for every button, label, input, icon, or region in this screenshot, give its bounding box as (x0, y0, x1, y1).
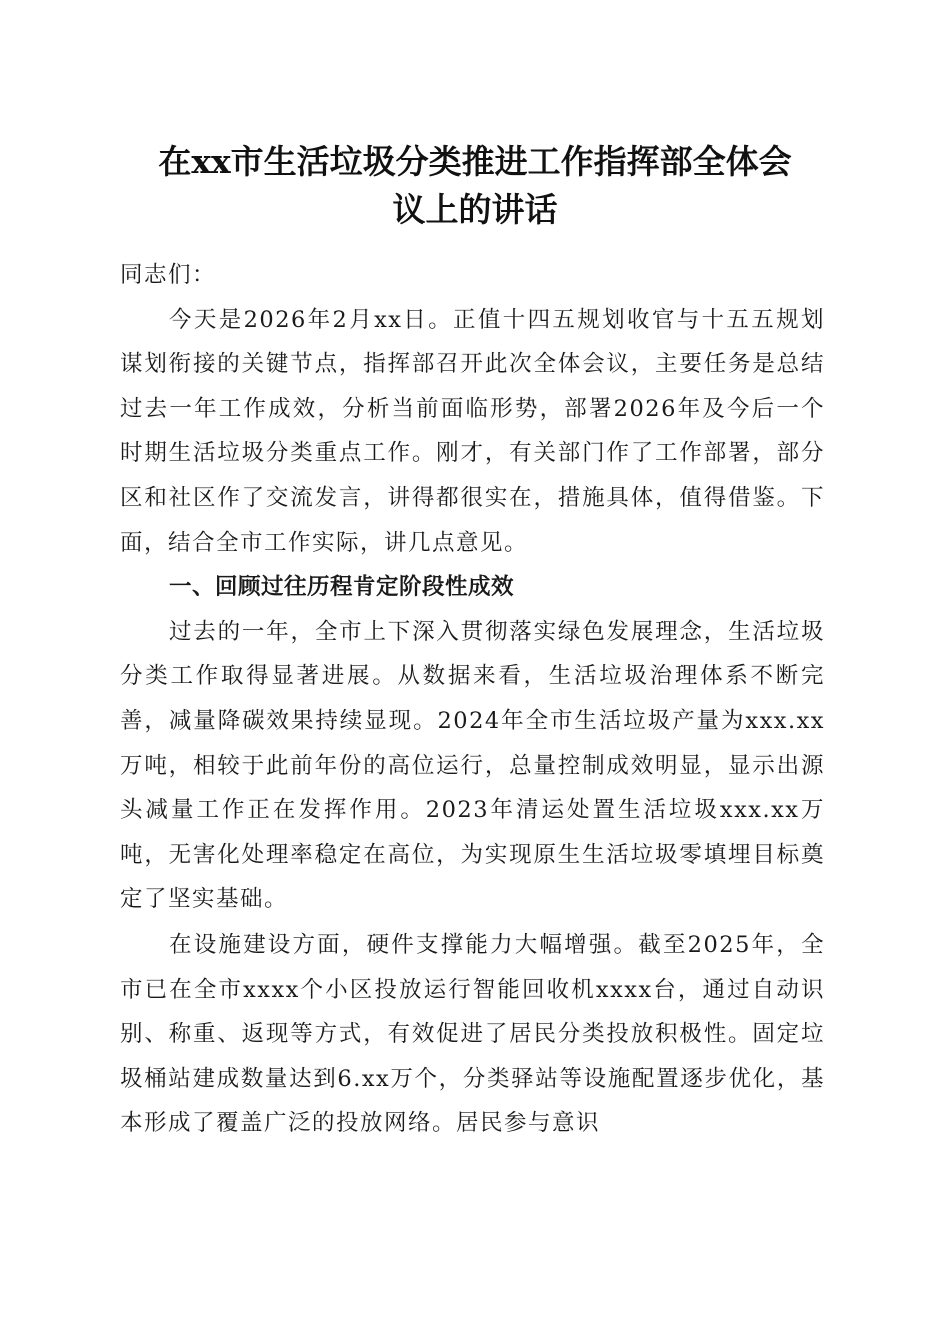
paragraph-facilities: 在设施建设方面，硬件支撑能力大幅增强。截至2025年，全市已在全市xxxx个小区投放运行智能回收机xxxx台，通过自动识别、称重、返现等方式，有效促进了居民分类投放积极性。固定垃圾桶站建成数量达到6.xx万个，分类驿站等设施配置逐步优化，基本形成了覆盖广泛的投放网络。居民参与意识 (120, 931, 825, 1137)
title-line-1: 在xx市生活垃圾分类推进工作指挥部全体会 (158, 142, 792, 181)
paragraph-review: 过去的一年，全市上下深入贯彻落实绿色发展理念，生活垃圾分类工作取得显著进展。从数据来看，生活垃圾治理体系不断完善，减量降碳效果持续显现。2024年全市生活垃圾产量为xxx.xx万吨，相较于此前年份的高位运行，总量控制成效明显，显示出源头减量工作正在发挥作用。2023年清运处置生活垃圾xxx.xx万吨，无害化处理率稳定在高位，为实现原生生活垃圾零填埋目标奠定了坚实基础。 (120, 618, 825, 913)
document-title (110, 138, 840, 234)
section-heading-1: 一、回顾过往历程肯定阶段性成效 (169, 574, 515, 601)
salutation: 同志们： (120, 262, 217, 288)
title-line-2: 议上的讲话 (392, 190, 558, 229)
document-body (120, 253, 825, 1146)
paragraph-intro: 今天是2026年2月xx日。正值十四五规划收官与十五五规划谋划衔接的关键节点，指挥部召开此次全体会议，主要任务是总结过去一年工作成效，分析当前面临形势，部署2026年及今后一个时期生活垃圾分类重点工作。刚才，有关部门作了工作部署，部分区和社区作了交流发言，讲得都很实在，措施具体，值得借鉴。下面，结合全市工作实际，讲几点意见。 (120, 306, 825, 556)
